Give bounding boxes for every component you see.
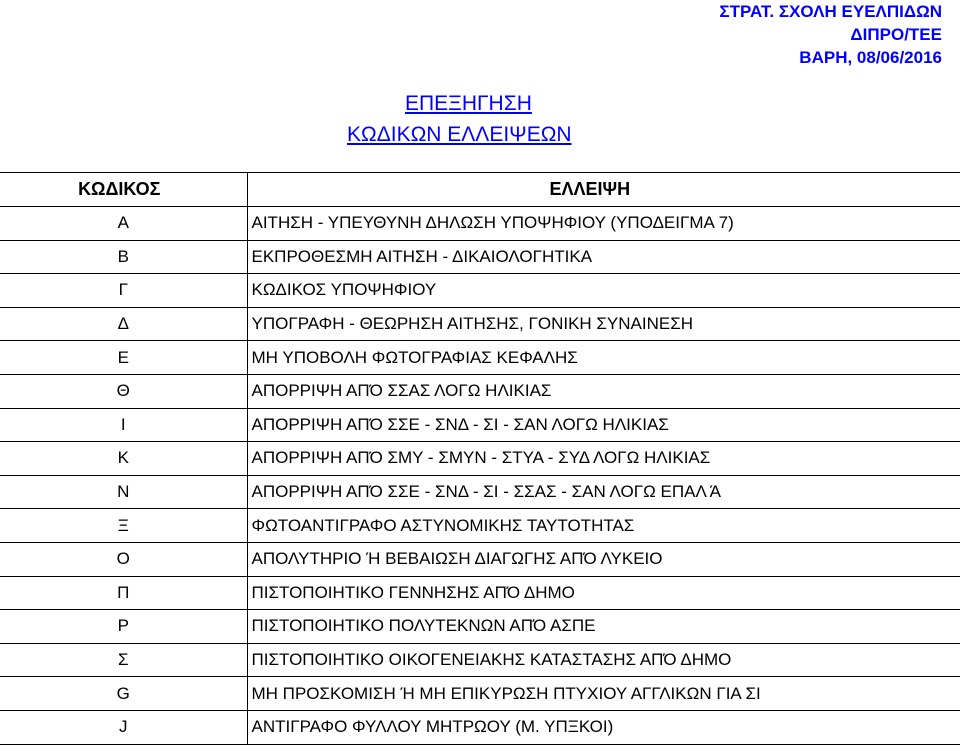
table-header-row (0, 173, 960, 207)
deficiency-description: ΕΚΠΡΟΘΕΣΜΗ ΑΙΤΗΣΗ - ΔΙΚΑΙΟΛΟΓΗΤΙΚΑ (247, 240, 960, 274)
deficiency-description: ΑΠΟΛΥΤΗΡΙΟ Ή ΒΕΒΑΙΩΣΗ ΔΙΑΓΩΓΗΣ ΑΠΌ ΛΥΚΕΙΟ (247, 542, 960, 576)
table-row (0, 643, 960, 677)
table-row (0, 240, 960, 274)
deficiency-code: Β (0, 240, 247, 274)
deficiency-code: Γ (0, 274, 247, 308)
column-header-description: ΕΛΛΕΙΨΗ (247, 173, 960, 207)
title-line-1: ΕΠΕΞΗΓΗΣΗ (405, 92, 532, 115)
deficiency-code: Ρ (0, 610, 247, 644)
deficiency-code: Ο (0, 542, 247, 576)
table-row (0, 610, 960, 644)
column-header-code: ΚΩΔΙΚΟΣ (0, 173, 247, 207)
deficiency-code: Ν (0, 475, 247, 509)
place-date: ΒΑΡΗ, 08/06/2016 (799, 48, 942, 67)
table-row (0, 542, 960, 576)
deficiency-code: Δ (0, 307, 247, 341)
deficiency-code: Ξ (0, 509, 247, 543)
table-row (0, 710, 960, 744)
issuer-name: ΣΤΡΑΤ. ΣΧΟΛΗ ΕΥΕΛΠΙΔΩΝ (719, 2, 942, 21)
deficiency-description: ΠΙΣΤΟΠΟΙΗΤΙΚΟ ΠΟΛΥΤΕΚΝΩΝ ΑΠΌ ΑΣΠΕ (247, 610, 960, 644)
table-row (0, 408, 960, 442)
deficiency-description: ΥΠΟΓΡΑΦΗ - ΘΕΩΡΗΣΗ ΑΙΤΗΣΗΣ, ΓΟΝΙΚΗ ΣΥΝΑΙΝΕΣΗ (247, 307, 960, 341)
deficiency-code: J (0, 710, 247, 744)
table-row (0, 341, 960, 375)
deficiency-description: ΠΙΣΤΟΠΟΙΗΤΙΚΟ ΟΙΚΟΓΕΝΕΙΑΚΗΣ ΚΑΤΑΣΤΑΣΗΣ ΑΠΌ ΔΗΜΟ (247, 643, 960, 677)
deficiency-description: ΑΝΤΙΓΡΑΦΟ ΦΥΛΛΟΥ ΜΗΤΡΩΟΥ (Μ. ΥΠΞΚΟΙ) (247, 710, 960, 744)
table-row (0, 442, 960, 476)
deficiency-description: ΠΙΣΤΟΠΟΙΗΤΙΚΟ ΓΕΝΝΗΣΗΣ ΑΠΌ ΔΗΜΟ (247, 576, 960, 610)
deficiency-code: Ι (0, 408, 247, 442)
deficiency-code: Σ (0, 643, 247, 677)
deficiency-description: ΜΗ ΥΠΟΒΟΛΗ ΦΩΤΟΓΡΑΦΙΑΣ ΚΕΦΑΛΗΣ (247, 341, 960, 375)
deficiency-code: Π (0, 576, 247, 610)
table-row (0, 677, 960, 711)
deficiency-code: Θ (0, 374, 247, 408)
table-row (0, 576, 960, 610)
codes-table (0, 172, 960, 745)
deficiency-description: ΑΙΤΗΣΗ - ΥΠΕΥΘΥΝΗ ΔΗΛΩΣΗ ΥΠΟΨΗΦΙΟΥ (ΥΠΟΔΕΙΓΜΑ 7) (247, 207, 960, 241)
table-row (0, 509, 960, 543)
deficiency-code: Ε (0, 341, 247, 375)
document-header (642, 0, 942, 69)
deficiency-description: ΑΠΟΡΡΙΨΗ ΑΠΌ ΣΜΥ - ΣΜΥΝ - ΣΤΥΑ - ΣΥΔ ΛΟΓΩ ΗΛΙΚΙΑΣ (247, 442, 960, 476)
table-row (0, 274, 960, 308)
issuer-department: ΔΙΠΡΟ/ΤΕΕ (850, 25, 942, 44)
deficiency-description: ΑΠΟΡΡΙΨΗ ΑΠΌ ΣΣΕ - ΣΝΔ - ΣΙ - ΣΣΑΣ - ΣΑΝ ΛΟΓΩ ΕΠΑΛ Ά (247, 475, 960, 509)
deficiency-description: ΑΠΟΡΡΙΨΗ ΑΠΌ ΣΣΕ - ΣΝΔ - ΣΙ - ΣΑΝ ΛΟΓΩ ΗΛΙΚΙΑΣ (247, 408, 960, 442)
deficiency-code: Α (0, 207, 247, 241)
table-body (0, 207, 960, 745)
deficiency-description: ΜΗ ΠΡΟΣΚΟΜΙΣΗ Ή ΜΗ ΕΠΙΚΥΡΩΣΗ ΠΤΥΧΙΟΥ ΑΓΓΛΙΚΩΝ ΓΙΑ ΣΙ (247, 677, 960, 711)
deficiency-description: ΑΠΟΡΡΙΨΗ ΑΠΌ ΣΣΑΣ ΛΟΓΩ ΗΛΙΚΙΑΣ (247, 374, 960, 408)
table-row (0, 307, 960, 341)
title-line-2: ΚΩΔΙΚΩΝ ΕΛΛΕΙΨΕΩΝ (347, 123, 572, 146)
table-row (0, 207, 960, 241)
deficiency-description: ΚΩΔΙΚΟΣ ΥΠΟΨΗΦΙΟΥ (247, 274, 960, 308)
table-row (0, 374, 960, 408)
table-row (0, 475, 960, 509)
deficiency-description: ΦΩΤΟΑΝΤΙΓΡΑΦΟ ΑΣΤΥΝΟΜΙΚΗΣ ΤΑΥΤΟΤΗΤΑΣ (247, 509, 960, 543)
deficiency-code: G (0, 677, 247, 711)
deficiency-code: Κ (0, 442, 247, 476)
